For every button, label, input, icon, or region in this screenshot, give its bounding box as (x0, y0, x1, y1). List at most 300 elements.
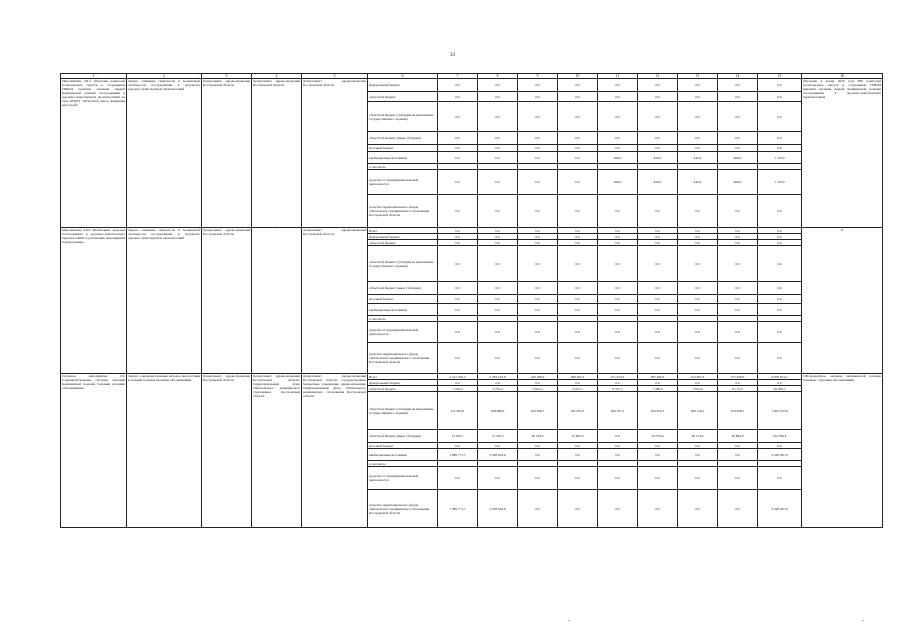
amount-cell: 0,0 (678, 343, 718, 374)
amount-cell: 2 784 103,6 (478, 374, 518, 380)
amount-cell: 0,0 (438, 228, 478, 234)
amount-cell: 0,0 (678, 79, 718, 92)
amount-cell: 0,0 (478, 240, 518, 246)
amount-cell: 22 600,0 (558, 430, 598, 443)
amount-cell: 0,0 (638, 295, 678, 304)
amount-cell: 1 710,0 (758, 152, 802, 164)
amount-cell: 0,0 (558, 343, 598, 374)
amount-cell: 440,0 (678, 152, 718, 164)
amount-cell: 0,0 (518, 195, 558, 228)
amount-cell: 49 369,7 (758, 386, 802, 392)
funding-source-label: средства от предпринимательской деятельности (368, 170, 438, 195)
amount-cell: 0,0 (638, 92, 678, 102)
amount-cell: 390,0 (598, 152, 638, 164)
amount-cell: 0,0 (678, 295, 718, 304)
funding-source-label: средства территориального фонда обязательного медицинского страхования Костромской области (368, 195, 438, 228)
amount-cell: 0,0 (598, 490, 638, 528)
amount-cell: 0,0 (518, 132, 558, 145)
amount-cell: 0,0 (638, 132, 678, 145)
amount-cell: 0,0 (558, 282, 598, 295)
amount-cell: 0,0 (638, 282, 678, 295)
amount-cell: 0,0 (638, 304, 678, 316)
amount-cell: 0,0 (678, 304, 718, 316)
amount-cell: 0,0 (558, 443, 598, 449)
amount-cell: 0,0 (758, 234, 802, 240)
header-cell: 3 (202, 74, 252, 79)
amount-cell: 0,0 (478, 195, 518, 228)
amount-cell: 0,0 (558, 246, 598, 282)
amount-cell: 0,0 (758, 228, 802, 234)
amount-cell: 0,0 (438, 322, 478, 343)
task-cell: Задача: совершенствование методов диагностики и лечения больных прочими заболеваниями (127, 374, 202, 528)
amount-cell: 317 038,9 (718, 374, 758, 380)
coordinator-cell: Департамент здравоохранения Костромской области (202, 228, 252, 374)
amount-cell: 0,0 (638, 343, 678, 374)
amount-cell: 0,0 (598, 195, 638, 228)
amount-cell: 0,0 (678, 443, 718, 449)
amount-cell: 2 538 634,9 (478, 490, 518, 528)
amount-cell: 0,0 (438, 152, 478, 164)
amount-cell: 0,0 (558, 195, 598, 228)
amount-cell: 0,0 (598, 322, 638, 343)
amount-cell: 4 752,2 (478, 386, 518, 392)
header-cell: 7 (438, 74, 478, 79)
amount-cell: 0,0 (558, 295, 598, 304)
amount-cell: 0,0 (678, 467, 718, 490)
amount-cell: 0,0 (718, 79, 758, 92)
amount-cell: 0,0 (718, 380, 758, 386)
amount-cell: 0,0 (478, 304, 518, 316)
amount-cell: 287 499,6 (638, 374, 678, 380)
expected-result-cell: X (802, 228, 883, 374)
amount-cell: 0,0 (638, 449, 678, 461)
header-cell: 4 (252, 74, 302, 79)
amount-cell: 0,0 (518, 343, 558, 374)
amount-cell: 0,0 (558, 304, 598, 316)
amount-cell: 29 864,9 (718, 430, 758, 443)
header-cell: 14 (718, 74, 758, 79)
amount-cell: 0,0 (718, 240, 758, 246)
amount-cell: 0,0 (598, 295, 638, 304)
amount-cell: 0,0 (638, 228, 678, 234)
amount-cell: 0,0 (438, 132, 478, 145)
amount-cell: 2 538 634,9 (478, 449, 518, 461)
co-executor-cell: - (252, 228, 302, 374)
amount-cell: 1 710,0 (758, 170, 802, 195)
amount-cell: 390,0 (598, 170, 638, 195)
amount-cell: 0,0 (598, 228, 638, 234)
amount-cell: 0,0 (718, 443, 758, 449)
amount-cell: 0,0 (678, 322, 718, 343)
funding-source-label: областной бюджет (субсидия на выполнение государственного задания) (368, 246, 438, 282)
amount-cell: 0,0 (718, 449, 758, 461)
amount-cell: 0,0 (518, 145, 558, 152)
amount-cell: 0,0 (718, 195, 758, 228)
amount-cell: 0,0 (518, 228, 558, 234)
amount-cell: 0,0 (718, 234, 758, 240)
amount-cell: 0,0 (758, 380, 802, 386)
amount-cell: 154 786,4 (758, 430, 802, 443)
amount-cell: 0,0 (598, 132, 638, 145)
funding-source-label: средства территориального фонда обязательного медицинского страхования Костромской области (368, 343, 438, 374)
amount-cell: 0,0 (518, 92, 558, 102)
amount-cell: 0,0 (478, 228, 518, 234)
amount-cell: 3 624,3 (518, 386, 558, 392)
amount-cell: 440,0 (678, 170, 718, 195)
measure-name-cell: Мероприятие 2.8.3. Обучение водителей транспортных средств и сотрудников ГИБДД приемам оказания первой медицинской помощи пострадавшим в дорожно-транспортных происшествиях на базе ОГБУЗ "Областной центр медицины катастроф" (61, 79, 127, 228)
amount-cell: 0,0 (558, 145, 598, 152)
amount-cell: 312 007,6 (678, 374, 718, 380)
amount-cell: 0,0 (598, 449, 638, 461)
amount-cell: 0,0 (478, 234, 518, 240)
amount-cell: 0,0 (718, 282, 758, 295)
funding-source-label: в том числе (368, 164, 438, 170)
amount-cell: 0,0 (758, 246, 802, 282)
amount-cell: 0,0 (598, 467, 638, 490)
amount-cell: 0,0 (558, 102, 598, 132)
amount-cell: 0,0 (718, 92, 758, 102)
amount-cell: 0,0 (558, 449, 598, 461)
amount-cell: 0,0 (518, 467, 558, 490)
expected-result-cell: Обучение к концу 2020 года 680 водителей транспортных средств и сотрудников ГИБДД приемам оказания первой медицинской помощи пострадавшим в дорожно-транспортных происшествиях (802, 79, 883, 228)
amount-cell: 0,0 (518, 234, 558, 240)
amount-cell: 0,0 (718, 467, 758, 490)
stray-mark: - (862, 618, 864, 624)
amount-cell: 0,0 (678, 240, 718, 246)
amount-cell: 0,0 (478, 152, 518, 164)
header-cell: 10 (558, 74, 598, 79)
header-cell: 8 (478, 74, 518, 79)
amount-cell: 0,0 (438, 234, 478, 240)
header-cell: 15 (758, 74, 802, 79)
funding-source-label: областной бюджет (368, 386, 438, 392)
amount-cell: 1 989 771,7 (438, 490, 478, 528)
amount-cell: 1 855 232,8 (758, 392, 802, 430)
amount-cell: 0,0 (478, 343, 518, 374)
amount-cell: 7 260,0 (638, 386, 678, 392)
amount-cell: 0,0 (678, 490, 718, 528)
amount-cell: 0,0 (478, 443, 518, 449)
amount-cell: 0,0 (518, 322, 558, 343)
amount-cell: 0,0 (758, 145, 802, 152)
amount-cell: 0,0 (678, 234, 718, 240)
amount-cell: 0,0 (718, 132, 758, 145)
amount-cell: 0,0 (718, 246, 758, 282)
amount-cell: 0,0 (558, 234, 598, 240)
amount-cell: 0,0 (478, 282, 518, 295)
amount-cell: 0,0 (478, 467, 518, 490)
header-cell: 1 (61, 74, 127, 79)
measure-name-cell: Основное мероприятие 2.9. Совершенствование системы оказания медицинской помощи больным прочими заболеваниями (61, 374, 127, 528)
amount-cell: 0,0 (638, 380, 678, 386)
header-cell: 9 (518, 74, 558, 79)
amount-cell: 0,0 (518, 152, 558, 164)
amount-cell: 0,0 (598, 246, 638, 282)
funding-source-label: областной бюджет (субсидия на выполнение государственного задания) (368, 102, 438, 132)
funding-source-label: областной бюджет (368, 240, 438, 246)
funding-source-label: областной бюджет (368, 92, 438, 102)
amount-cell: 0,0 (638, 322, 678, 343)
amount-cell: 0,0 (638, 79, 678, 92)
executor-cell: Департамент здравоохранения Костромской области (302, 228, 368, 374)
amount-cell: 0,0 (558, 152, 598, 164)
amount-cell: 0,0 (518, 304, 558, 316)
amount-cell: 0,0 (638, 195, 678, 228)
amount-cell: 0,0 (758, 467, 802, 490)
funding-source-label: местный бюджет (368, 295, 438, 304)
funding-source-label: областной бюджет (иные субсидии) (368, 430, 438, 443)
amount-cell: 0,0 (438, 102, 478, 132)
amount-cell: 271 074,3 (598, 374, 638, 380)
amount-cell: 0,0 (638, 490, 678, 528)
table-row (61, 79, 883, 92)
amount-cell: 0,0 (598, 92, 638, 102)
funding-source-label: местный бюджет (368, 145, 438, 152)
amount-cell: 0,0 (598, 304, 638, 316)
amount-cell: 4 912,7 (558, 386, 598, 392)
amount-cell: 0,0 (678, 132, 718, 145)
funding-source-label: внебюджетные источники (368, 449, 438, 461)
executor-cell: Департамент здравоохранения Костромской области (302, 79, 368, 228)
amount-cell: 0,0 (518, 443, 558, 449)
amount-cell: 309 265,2 (558, 374, 598, 380)
amount-cell: 0,0 (438, 240, 478, 246)
amount-cell: 0,0 (598, 282, 638, 295)
amount-cell: 0,0 (518, 240, 558, 246)
amount-cell: 0,0 (478, 79, 518, 92)
amount-cell: 0,0 (678, 102, 718, 132)
funding-source-label: внебюджетные источники (368, 304, 438, 316)
amount-cell: 0,0 (438, 246, 478, 282)
amount-cell: 0,0 (638, 240, 678, 246)
funding-source-label: федеральный бюджет (368, 234, 438, 240)
coordinator-cell: Департамент здравоохранения Костромской области (202, 374, 252, 528)
amount-cell: 4 528 407,6 (758, 449, 802, 461)
amount-cell: 0,0 (598, 102, 638, 132)
amount-cell: 0,0 (518, 295, 558, 304)
amount-cell: 460,0 (718, 170, 758, 195)
amount-cell: 0,0 (438, 170, 478, 195)
amount-cell: 0,0 (558, 132, 598, 145)
measure-name-cell: Мероприятие 2.8.4. Мониторинг здоровья пострадавших в дорожно-транспортных происшествиях и реализация мероприятий подпрограммы (61, 228, 127, 374)
stray-mark: - (568, 618, 570, 624)
amount-cell: 0,0 (758, 295, 802, 304)
amount-cell: 0,0 (478, 132, 518, 145)
funding-source-label: областной бюджет (иные субсидии) (368, 282, 438, 295)
funding-source-label: средства территориального фонда обязательного медицинского страхования Костромской области (368, 490, 438, 528)
amount-cell: 0,0 (638, 102, 678, 132)
amount-cell: 0,0 (438, 195, 478, 228)
amount-cell: 255 670,3 (638, 392, 678, 430)
page-number: 33 (450, 53, 455, 58)
amount-cell: 0,0 (438, 343, 478, 374)
amount-cell: 0,0 (638, 246, 678, 282)
amount-cell: 0,0 (678, 145, 718, 152)
amount-cell: 228 088,0 (478, 392, 518, 430)
funding-source-label: Всего (368, 374, 438, 380)
amount-cell: 0,0 (598, 234, 638, 240)
amount-cell: 266 156,2 (678, 392, 718, 430)
amount-cell: 0,0 (598, 443, 638, 449)
amount-cell: 0,0 (438, 145, 478, 152)
funding-source-label: в том числе (368, 461, 438, 467)
header-cell: 5 (302, 74, 368, 79)
funding-source-label: Всего (368, 228, 438, 234)
amount-cell: 0,0 (598, 380, 638, 386)
amount-cell: 0,0 (598, 343, 638, 374)
amount-cell: 0,0 (718, 102, 758, 132)
header-cell: 12 (638, 74, 678, 79)
amount-cell: 2 212 456,2 (438, 374, 478, 380)
amount-cell: 279 028,1 (718, 392, 758, 430)
funding-source-label: внебюджетные источники (368, 152, 438, 164)
amount-cell: 1 989 771,7 (438, 449, 478, 461)
funding-source-label: средства от предпринимательской деятельности (368, 322, 438, 343)
amount-cell: 0,0 (758, 79, 802, 92)
funding-source-label: областной бюджет (иные субсидии) (368, 132, 438, 145)
amount-cell: 181 652,5 (558, 392, 598, 430)
amount-cell: 0,0 (718, 343, 758, 374)
amount-cell: 0,0 (558, 322, 598, 343)
amount-cell: 7 672,0 (678, 386, 718, 392)
amount-cell: 0,0 (518, 79, 558, 92)
amount-cell: 0,0 (638, 145, 678, 152)
amount-cell: 0,0 (478, 102, 518, 132)
amount-cell: 0,0 (438, 304, 478, 316)
amount-cell: 0,0 (558, 92, 598, 102)
amount-cell: 0,0 (438, 295, 478, 304)
amount-cell: 8 175,0 (718, 386, 758, 392)
amount-cell: 0,0 (678, 92, 718, 102)
amount-cell: 0,0 (438, 92, 478, 102)
amount-cell: 4 528 407,6 (758, 490, 802, 528)
amount-cell: 0,0 (718, 304, 758, 316)
amount-cell: 0,0 (478, 170, 518, 195)
amount-cell: 0,0 (558, 228, 598, 234)
amount-cell: 0,0 (758, 304, 802, 316)
amount-cell: 0,0 (758, 443, 802, 449)
amount-cell: 0,0 (758, 282, 802, 295)
funding-source-label: в том числе (368, 316, 438, 322)
amount-cell: 0,0 (678, 282, 718, 295)
funding-source-label: областной бюджет (субсидия на выполнение государственного задания) (368, 392, 438, 430)
amount-cell: 0,0 (678, 449, 718, 461)
amount-cell: 0,0 (478, 295, 518, 304)
amount-cell: 0,0 (678, 195, 718, 228)
amount-cell: 14 100,1 (438, 430, 478, 443)
amount-cell: 0,0 (478, 380, 518, 386)
funding-source-label: местный бюджет (368, 443, 438, 449)
amount-cell: 0,0 (438, 443, 478, 449)
amount-cell: 7 183,4 (438, 386, 478, 392)
amount-cell: 20 756,9 (518, 430, 558, 443)
amount-cell: 0,0 (638, 234, 678, 240)
co-executor-cell: Департамент здравоохранения Костромской области (252, 79, 302, 228)
amount-cell: 9 557,3 (598, 386, 638, 392)
amount-cell: 0,0 (438, 79, 478, 92)
amount-cell: 0,0 (518, 490, 558, 528)
header-cell: 13 (678, 74, 718, 79)
header-cell: 2 (127, 74, 202, 79)
task-cell: Задача: снижение смертности и больничной летальности пострадавших в результате дорожно-транспортных происшествий (127, 79, 202, 228)
funding-source-label: федеральный бюджет (368, 79, 438, 92)
amount-cell: 0,0 (558, 170, 598, 195)
amount-cell: 0,0 (558, 490, 598, 528)
amount-cell: 0,0 (678, 380, 718, 386)
amount-cell: 28 174,4 (678, 430, 718, 443)
amount-cell: 0,0 (598, 430, 638, 443)
amount-cell: 0,0 (758, 240, 802, 246)
amount-cell: 0,0 (718, 322, 758, 343)
expected-result-cell: 100-процентное оказание медицинской помощи больным с прочими заболеваниями (802, 374, 883, 528)
amount-cell: 0,0 (758, 343, 802, 374)
amount-cell: 0,0 (718, 490, 758, 528)
program-table (60, 73, 883, 528)
amount-cell: 211 400,0 (438, 392, 478, 430)
amount-cell: 0,0 (438, 467, 478, 490)
amount-cell: 12 740,5 (478, 430, 518, 443)
amount-cell: 0,0 (518, 170, 558, 195)
amount-cell: 420,0 (638, 152, 678, 164)
header-cell: 16 (802, 74, 883, 79)
amount-cell: 0,0 (598, 145, 638, 152)
amount-cell: 0,0 (758, 92, 802, 102)
amount-cell: 0,0 (718, 228, 758, 234)
amount-cell: 206 197,1 (598, 392, 638, 430)
amount-cell: 0,0 (518, 282, 558, 295)
executor-cell: Департамент здравоохранения Костромской области, государственные бюджетные учреждения здравоохранения, территориальный фонд обязательного медицинского страхования Костромской области (302, 374, 368, 528)
amount-cell: 0,0 (718, 295, 758, 304)
amount-cell: 0,0 (558, 79, 598, 92)
amount-cell: 0,0 (598, 240, 638, 246)
amount-cell: 6 979 974,5 (758, 374, 802, 380)
amount-cell: 0,0 (558, 467, 598, 490)
amount-cell: 0,0 (678, 228, 718, 234)
amount-cell: 0,0 (478, 246, 518, 282)
funding-source-label: федеральный бюджет (368, 380, 438, 386)
amount-cell: 0,0 (518, 102, 558, 132)
amount-cell: 0,0 (478, 322, 518, 343)
header-cell: 6 (368, 74, 438, 79)
task-cell: Задача: снижение смертности и больничной летальности пострадавших в результате дорожно-транспортных происшествий (127, 228, 202, 374)
co-executor-cell: Департамент здравоохранения Костромской области, территориальный фонд обязательного медицинского страхования Костромской области (252, 374, 302, 528)
amount-cell: 0,0 (678, 246, 718, 282)
amount-cell: 0,0 (478, 145, 518, 152)
amount-cell: 0,0 (758, 195, 802, 228)
amount-cell: 0,0 (758, 102, 802, 132)
amount-cell: 246 189,9 (518, 374, 558, 380)
amount-cell: 0,0 (758, 132, 802, 145)
amount-cell: 0,0 (718, 145, 758, 152)
funding-source-label: средства от предпринимательской деятельности (368, 467, 438, 490)
amount-cell: 0,0 (638, 443, 678, 449)
amount-cell: 0,0 (518, 380, 558, 386)
header-cell: 11 (598, 74, 638, 79)
amount-cell: 460,0 (718, 152, 758, 164)
amount-cell: 0,0 (638, 467, 678, 490)
amount-cell: 0,0 (518, 246, 558, 282)
coordinator-cell: Департамент здравоохранения Костромской области (202, 79, 252, 228)
amount-cell: 0,0 (598, 79, 638, 92)
amount-cell: 0,0 (758, 322, 802, 343)
amount-cell: 420,0 (638, 170, 678, 195)
amount-cell: 24 579,6 (638, 430, 678, 443)
amount-cell: 0,0 (518, 449, 558, 461)
amount-cell: 0,0 (478, 92, 518, 102)
amount-cell: 0,0 (438, 380, 478, 386)
amount-cell: 0,0 (438, 282, 478, 295)
amount-cell: 0,0 (558, 380, 598, 386)
